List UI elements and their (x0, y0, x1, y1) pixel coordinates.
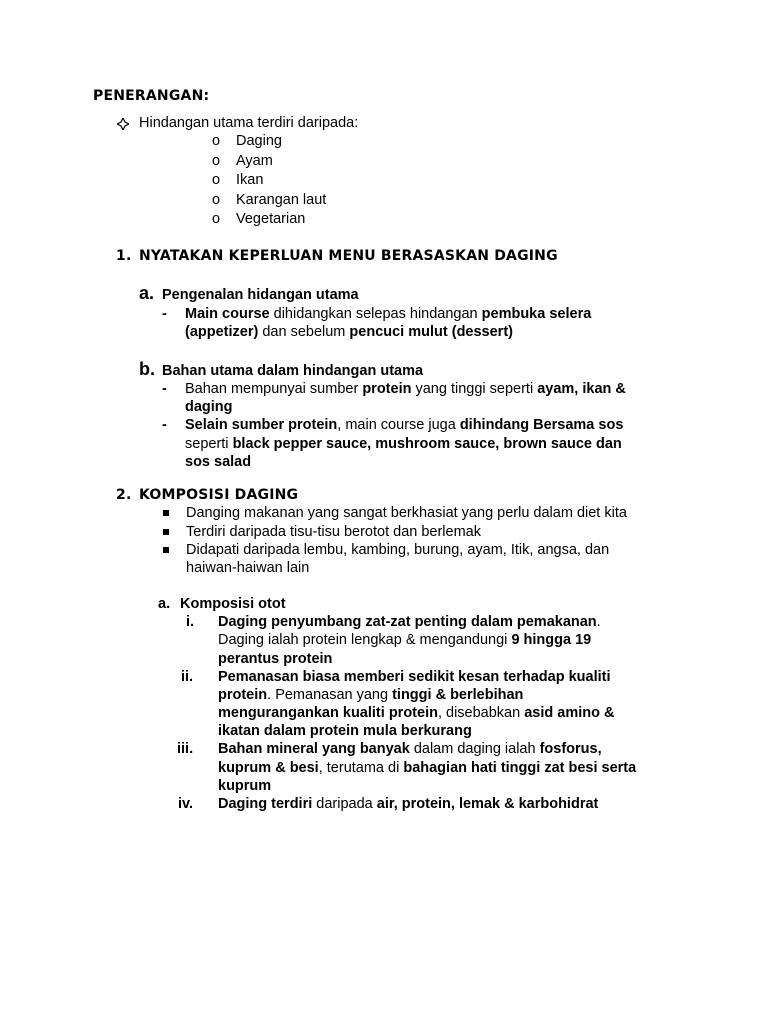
list-marker: o (212, 192, 221, 208)
list-marker: o (212, 211, 221, 227)
subsection-title: Pengenalan hidangan utama (162, 287, 359, 303)
paragraph-line: Bahan mineral yang banyak dalam daging ialah fosforus, (218, 741, 602, 757)
section-number: 2. (116, 487, 132, 503)
section-title: NYATAKAN KEPERLUAN MENU BERASASKAN DAGING (139, 248, 558, 264)
paragraph-line: seperti black pepper sauce, mushroom sauce, brown sauce dan (185, 436, 622, 452)
list-item: Karangan laut (236, 192, 327, 208)
diamond-bullet-icon (117, 115, 129, 135)
paragraph-line: Selain sumber protein, main course juga dihindang Bersama sos (185, 417, 624, 433)
paragraph-line: (appetizer) dan sebelum pencuci mulut (dessert) (185, 324, 513, 340)
paragraph-line: ikatan dalam protein mula berkurang (218, 723, 472, 739)
dash-marker: - (162, 381, 167, 397)
paragraph-line: kuprum & besi, terutama di bahagian hati tinggi zat besi serta (218, 760, 637, 776)
paragraph-line: perantus protein (218, 651, 333, 667)
list-item: Danging makanan yang sangat berkhasiat yang perlu dalam diet kita (186, 505, 627, 521)
roman-numeral: iv. (178, 796, 194, 812)
dash-marker: - (162, 417, 167, 433)
square-bullet-icon (162, 541, 170, 559)
paragraph-line: Pemanasan biasa memberi sedikit kesan terhadap kualiti (218, 669, 611, 685)
subsection-letter: a. (158, 596, 171, 612)
list-marker: o (212, 153, 221, 169)
square-bullet-icon (162, 504, 170, 522)
dash-marker: - (162, 306, 167, 322)
list-item: Terdiri daripada tisu-tisu berotot dan berlemak (186, 524, 481, 540)
list-marker: o (212, 172, 221, 188)
subsection-letter: a. (139, 283, 155, 303)
list-item: Vegetarian (236, 211, 306, 227)
paragraph-line: Bahan mempunyai sumber protein yang tinggi seperti ayam, ikan & (185, 381, 626, 397)
subsection-title: Bahan utama dalam hindangan utama (162, 363, 424, 379)
roman-numeral: ii. (181, 669, 194, 685)
roman-numeral: iii. (177, 741, 194, 757)
paragraph-line: protein. Pemanasan yang tinggi & berlebihan (218, 687, 524, 703)
paragraph-line: sos salad (185, 454, 252, 470)
paragraph-line: mengurangankan kualiti protein, disebabkan asid amino & (218, 705, 615, 721)
list-item: Ayam (236, 153, 273, 169)
list-item-continuation: haiwan-haiwan lain (186, 560, 310, 576)
roman-numeral: i. (186, 614, 195, 630)
paragraph-line: kuprum (218, 778, 272, 794)
paragraph-line: Main course dihidangkan selepas hindangan pembuka selera (185, 306, 592, 322)
section-title: KOMPOSISI DAGING (139, 487, 299, 503)
square-bullet-icon (162, 523, 170, 541)
list-item: Ikan (236, 172, 264, 188)
paragraph-line: Daging penyumbang zat-zat penting dalam pemakanan. (218, 614, 601, 630)
paragraph-line: daging (185, 399, 233, 415)
subsection-letter: b. (139, 359, 155, 379)
subsection-title: Komposisi otot (180, 596, 286, 612)
list-item: Didapati daripada lembu, kambing, burung, ayam, Itik, angsa, dan (186, 542, 610, 558)
section-number: 1. (116, 248, 132, 264)
intro-text: Hindangan utama terdiri daripada: (139, 115, 359, 131)
list-marker: o (212, 133, 221, 149)
paragraph-line: Daging terdiri daripada air, protein, lemak & karbohidrat (218, 796, 599, 812)
paragraph-line: Daging ialah protein lengkap & mengandungi 9 hingga 19 (218, 632, 592, 648)
page-title: PENERANGAN: (93, 88, 210, 104)
list-item: Daging (236, 133, 282, 149)
